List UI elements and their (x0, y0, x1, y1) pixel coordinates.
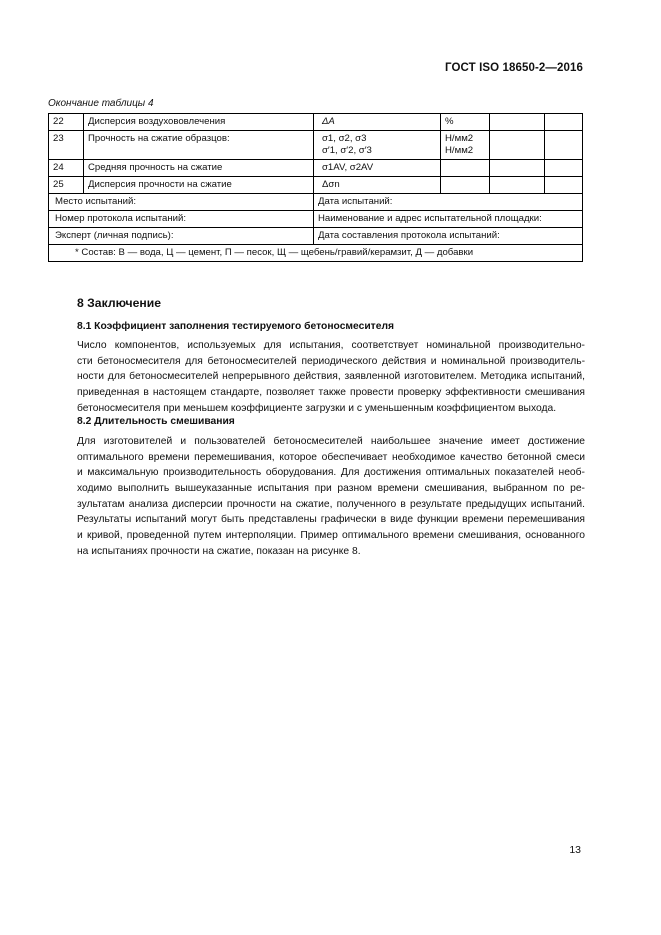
row-name: Прочность на сжатие образцов: (84, 131, 314, 160)
meta-left-cell: Эксперт (личная подпись): (49, 228, 314, 245)
table-row (49, 160, 583, 177)
page-number: 13 (569, 844, 581, 856)
row-unit (441, 131, 490, 160)
paragraph-line: зультатам анализа дисперсии прочности на сжатие, полученного в результате предыдущих испытаний. (77, 498, 585, 510)
paragraph-line: Для изготовителей и пользователей бетоносмесителей наибольшее значение имеет достижение (77, 436, 585, 447)
test-protocol-table (48, 113, 583, 262)
section-title: 8 Заключение (77, 296, 161, 310)
symbol-line: σ1, σ2, σ3 (322, 133, 367, 144)
standard-code: ГОСТ ISO 18650-2—2016 (445, 62, 583, 74)
paragraph-line: приведенная в настоящем стандарте, позволяет также провести проверку эффективности смешивания (77, 387, 585, 399)
table-row (49, 177, 583, 194)
table-row (49, 114, 583, 131)
unit-line: Н/мм2 (445, 133, 474, 144)
row-name: Средняя прочность на сжатие (84, 160, 314, 177)
row-unit: % (441, 114, 490, 131)
paragraph-line: и кривой, проведенной путем интерполяции. Пример оптимального времени смешивания, основанного (77, 530, 585, 542)
row-number: 22 (49, 114, 84, 131)
row-empty-cell (545, 177, 583, 194)
row-unit (441, 160, 490, 177)
meta-left-cell: Место испытаний: (49, 194, 314, 211)
row-number: 25 (49, 177, 84, 194)
symbol-line: σ′1, σ′2, σ′3 (322, 145, 372, 156)
paragraph-line: ности для бетоносмесителей непрерывного действия, заявленной изготовителем. Методика испытаний, (77, 371, 585, 383)
paragraph-line: Число компонентов, используемых для испытания, соответствует номинальной производительно- (77, 340, 585, 351)
paragraph-line: сти бетоносмесителя для бетоносмесителей периодического действия и номинальной производитель- (77, 355, 585, 367)
subsection-title: 8.2 Длительность смешивания (77, 416, 235, 427)
paragraph-8-2 (77, 434, 585, 560)
subsection-title: 8.1 Коэффициент заполнения тестируемого бетоносмесителя (77, 321, 395, 332)
paragraph-line: и максимальную производительность оборудования. Для достижения оптимальных показателей необ- (77, 467, 585, 479)
meta-right-cell: Дата испытаний: (314, 194, 583, 211)
table-meta-row (49, 211, 583, 228)
table-footnote-row (49, 245, 583, 262)
row-symbol: Δσn (314, 177, 441, 194)
table-meta-row (49, 228, 583, 245)
paragraph-line: на испытаниях прочности на сжатие, показан на рисунке 8. (77, 545, 361, 557)
meta-left-cell: Номер протокола испытаний: (49, 211, 314, 228)
unit-line: Н/мм2 (445, 145, 474, 156)
row-symbol (314, 114, 441, 131)
row-name: Дисперсия воздухововлечения (84, 114, 314, 131)
row-symbol: σ1AV, σ2AV (314, 160, 441, 177)
row-empty-cell (490, 131, 545, 160)
paragraph-line: Результаты испытаний могут быть представлены графически в виде функции времени перемешивания (77, 514, 585, 526)
row-empty-cell (490, 160, 545, 177)
row-empty-cell (490, 114, 545, 131)
row-empty-cell (545, 114, 583, 131)
row-symbol (314, 131, 441, 160)
table-meta-row (49, 194, 583, 211)
row-name: Дисперсия прочности на сжатие (84, 177, 314, 194)
row-empty-cell (490, 177, 545, 194)
paragraph-8-1 (77, 338, 585, 416)
row-unit (441, 177, 490, 194)
paragraph-line: оптимального времени перемешивания, которое обеспечивает необходимое качество бетонной смеси (77, 451, 585, 463)
meta-right-cell: Дата составления протокола испытаний: (314, 228, 583, 245)
table-footnote: * Состав: В — вода, Ц — цемент, П — песок, Щ — щебень/гравий/керамзит, Д — добавки (49, 245, 583, 262)
row-empty-cell (545, 160, 583, 177)
paragraph-line: ходимо выполнить вышеуказанные испытания при разном времени смешивания, выбранном по ре- (77, 483, 585, 495)
row-number: 23 (49, 131, 84, 160)
row-number: 24 (49, 160, 84, 177)
symbol-delta-a: ΔA (322, 116, 335, 127)
paragraph-line: бетоносмесителя при меньшем коэффициенте загрузки и с уменьшенным коэффициентом выхода. (77, 402, 557, 414)
row-empty-cell (545, 131, 583, 160)
meta-right-cell: Наименование и адрес испытательной площадки: (314, 211, 583, 228)
table-row (49, 131, 583, 160)
table-continuation-label: Окончание таблицы 4 (48, 98, 154, 109)
